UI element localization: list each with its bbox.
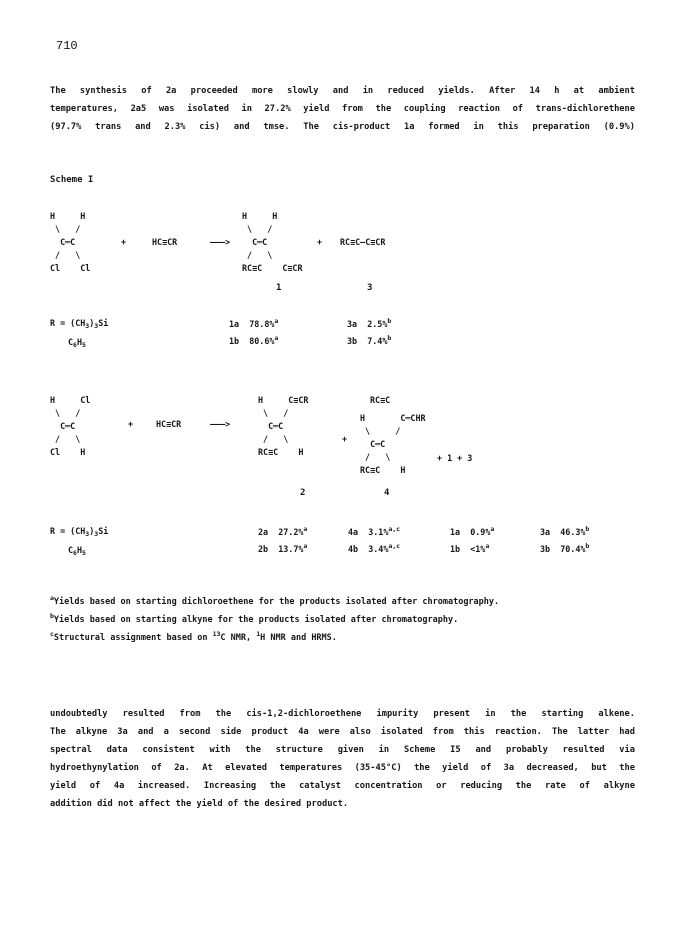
- yield-1b: 1b <1%$^a$: [450, 542, 490, 554]
- yield-3a: 3a 46.3%$^b$: [540, 525, 590, 537]
- trans-enyne-product-structure: H C≡CR \ / C═C / \ RC≡C H: [258, 395, 309, 457]
- closing-paragraph: [50, 705, 635, 813]
- intro-line-2: temperatures, 2a5 was isolated in 27.2% yield from the coupling reaction of trans-dichlorethene: [50, 104, 635, 114]
- enyne-product-structure: H H \ / C═C / \ RC≡C C≡CR: [242, 211, 303, 273]
- compound-label-4: 4: [384, 488, 390, 498]
- scheme-title: Scheme I: [50, 175, 94, 185]
- plus-sign: +: [342, 434, 348, 444]
- intro-line-1: The synthesis of 2a proceeded more slowly and in reduced yields. After 14 h at ambient: [50, 86, 635, 96]
- yield-3a: 3a 2.5%$^b$: [347, 317, 392, 329]
- yield-1a: 1a 0.9%$^a$: [450, 525, 495, 537]
- closing-line-1: undoubtedly resulted from the cis-1,2-dichloroethene impurity present in the starting alkene.: [50, 709, 635, 719]
- r-group-label: $R = (CH_3)_3Si$: [50, 526, 109, 538]
- branched-product-top: RC≡C: [370, 395, 391, 405]
- yield-2a: 2a 27.2%$^a$: [258, 525, 308, 537]
- yield-2b: 2b 13.7%$^a$: [258, 542, 308, 554]
- yield-1b: 1b 80.6%$^a$: [229, 334, 279, 346]
- alkyne-reagent: HC≡CR: [152, 237, 178, 247]
- branched-product-structure: H C═CHR \ / C═C / \ RC≡C H: [360, 413, 426, 475]
- diyne-product-structure: RC≡C–C≡CR: [340, 237, 386, 247]
- reaction-arrow: ———>: [210, 419, 231, 429]
- dichloroethene-cis-structure: H H \ / C═C / \ Cl Cl: [50, 211, 91, 273]
- compound-label-1: 1: [276, 283, 282, 293]
- closing-line-3: spectral data consistent with the structure given in Scheme I5 and probably resulted via: [50, 745, 635, 755]
- footnote-b: $^b$Yields based on starting alkyne for the products isolated after chromatography.: [50, 612, 459, 625]
- r-group-label: $C_6H_5$: [68, 337, 86, 349]
- closing-line-2: The alkyne 3a and a second side product 4a were also isolated from this reaction. The latter had: [50, 727, 635, 737]
- compound-label-2: 2: [300, 488, 306, 498]
- closing-line-4: hydroethynylation of 2a. At elevated temperatures (35-45°C) the yield of 3a decreased, but the: [50, 763, 635, 773]
- r-group-label: $R = (CH_3)_3Si$: [50, 318, 109, 330]
- yield-3b: 3b 7.4%$^b$: [347, 334, 392, 346]
- closing-line-5: yield of 4a increased. Increasing the catalyst concentration or reducing the rate of alkyne: [50, 781, 635, 791]
- closing-line-6: addition did not affect the yield of the desired product.: [50, 799, 349, 809]
- compound-label-3: 3: [367, 283, 373, 293]
- yield-1a: 1a 78.8%$^a$: [229, 317, 279, 329]
- footnote-a: $^a$Yields based on starting dichloroethene for the products isolated after chromatography.: [50, 594, 500, 607]
- yield-3b: 3b 70.4%$^b$: [540, 542, 590, 554]
- dichloroethene-trans-structure: H Cl \ / C═C / \ Cl H: [50, 395, 91, 457]
- yield-4b: 4b 3.4%$^{a,c}$: [348, 542, 401, 554]
- plus-sign: +: [317, 237, 323, 247]
- intro-paragraph: [50, 82, 635, 136]
- r-group-label: $C_6H_5$: [68, 545, 86, 557]
- intro-line-3: (97.7% trans and 2.3% cis) and tmse. The cis-product 1a formed in this preparation (0.9%): [50, 122, 635, 132]
- scheme-tail: + 1 + 3: [437, 453, 473, 463]
- plus-sign: +: [121, 237, 127, 247]
- footnote-c: $^c$Structural assignment based on $^{13}$C NMR, $^1$H NMR and HRMS.: [50, 630, 337, 643]
- yield-4a: 4a 3.1%$^{a,c}$: [348, 525, 401, 537]
- alkyne-reagent: HC≡CR: [156, 419, 182, 429]
- page-number: 710: [56, 39, 78, 53]
- plus-sign: +: [128, 419, 134, 429]
- reaction-arrow: ———>: [210, 237, 231, 247]
